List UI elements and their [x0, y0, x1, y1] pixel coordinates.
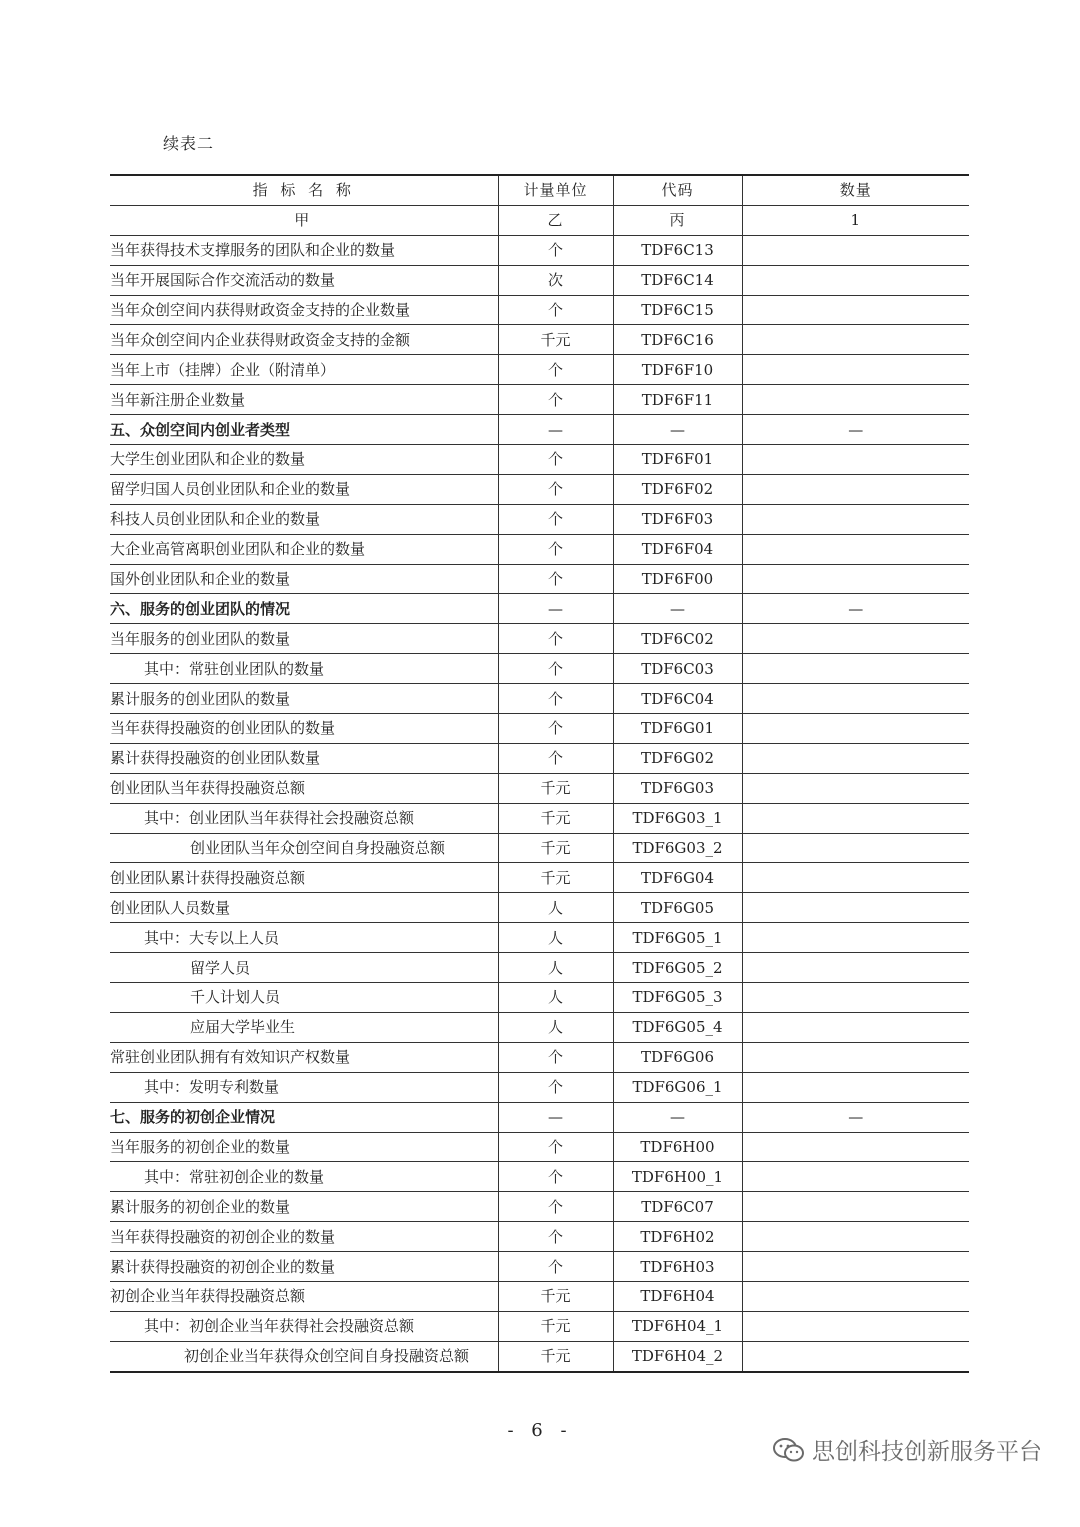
row-code: TDF6F04: [613, 534, 742, 564]
row-qty: [742, 1162, 969, 1192]
table-row: [110, 534, 969, 564]
row-code: TDF6H04: [613, 1281, 742, 1311]
row-name: 其中：发明专利数量: [110, 1072, 498, 1102]
row-name: 当年获得投融资的初创企业的数量: [110, 1222, 498, 1252]
row-code: TDF6C02: [613, 624, 742, 654]
table-row: [110, 1252, 969, 1282]
row-unit: 次: [498, 265, 613, 295]
row-code: TDF6G06: [613, 1042, 742, 1072]
row-unit: 个: [498, 295, 613, 325]
row-qty: [742, 474, 969, 504]
row-unit: 个: [498, 445, 613, 475]
subheader-code: 丙: [613, 205, 742, 235]
table-row: [110, 355, 969, 385]
row-code: TDF6F00: [613, 564, 742, 594]
table-row: [110, 1341, 969, 1371]
table-row: [110, 773, 969, 803]
row-name: 当年服务的创业团队的数量: [110, 624, 498, 654]
row-name: 当年服务的初创企业的数量: [110, 1132, 498, 1162]
table-row: [110, 325, 969, 355]
row-qty: [742, 1192, 969, 1222]
row-qty: [742, 893, 969, 923]
row-code: TDF6C04: [613, 684, 742, 714]
row-unit: —: [498, 594, 613, 624]
section-row: [110, 1102, 969, 1132]
row-unit: 个: [498, 564, 613, 594]
row-code: TDF6H00_1: [613, 1162, 742, 1192]
row-name: 五、众创空间内创业者类型: [110, 415, 498, 445]
row-unit: 个: [498, 1162, 613, 1192]
row-qty: [742, 385, 969, 415]
row-name: 初创企业当年获得投融资总额: [110, 1281, 498, 1311]
row-unit: 个: [498, 714, 613, 744]
table-row: [110, 654, 969, 684]
row-name: 当年开展国际合作交流活动的数量: [110, 265, 498, 295]
table-caption: 续表二: [163, 134, 215, 153]
row-name: 常驻创业团队拥有有效知识产权数量: [110, 1042, 498, 1072]
row-qty: [742, 564, 969, 594]
row-unit: 千元: [498, 833, 613, 863]
row-name: 国外创业团队和企业的数量: [110, 564, 498, 594]
row-code: TDF6H00: [613, 1132, 742, 1162]
row-name: 其中：初创企业当年获得社会投融资总额: [110, 1311, 498, 1341]
row-name: 其中：常驻创业团队的数量: [110, 654, 498, 684]
row-unit: 千元: [498, 773, 613, 803]
row-qty: [742, 833, 969, 863]
row-code: TDF6C03: [613, 654, 742, 684]
row-name: 当年新注册企业数量: [110, 385, 498, 415]
row-code: TDF6F03: [613, 504, 742, 534]
row-code: TDF6G03: [613, 773, 742, 803]
table-row: [110, 803, 969, 833]
row-qty: [742, 743, 969, 773]
row-qty: [742, 624, 969, 654]
row-qty: [742, 1012, 969, 1042]
row-name: 累计获得投融资的初创企业的数量: [110, 1252, 498, 1282]
table-row: [110, 1311, 969, 1341]
row-unit: 个: [498, 534, 613, 564]
row-unit: 人: [498, 1012, 613, 1042]
row-code: TDF6F01: [613, 445, 742, 475]
row-unit: 个: [498, 1042, 613, 1072]
row-qty: —: [742, 594, 969, 624]
row-code: TDF6C15: [613, 295, 742, 325]
subheader-name: 甲: [110, 205, 498, 235]
row-qty: [742, 953, 969, 983]
row-name: 六、服务的创业团队的情况: [110, 594, 498, 624]
row-unit: 个: [498, 474, 613, 504]
row-unit: 个: [498, 624, 613, 654]
row-qty: [742, 295, 969, 325]
row-unit: 个: [498, 743, 613, 773]
page-number: - 6 -: [507, 1420, 573, 1441]
row-qty: [742, 355, 969, 385]
row-code: TDF6F10: [613, 355, 742, 385]
row-code: TDF6G05_4: [613, 1012, 742, 1042]
section-row: [110, 594, 969, 624]
row-unit: 千元: [498, 803, 613, 833]
table-header-row: [110, 175, 969, 205]
watermark-text: 思创科技创新服务平台: [812, 1439, 1042, 1465]
row-qty: [742, 1252, 969, 1282]
table-row: [110, 923, 969, 953]
row-code: TDF6G05_1: [613, 923, 742, 953]
row-qty: [742, 863, 969, 893]
table-row: [110, 684, 969, 714]
row-qty: [742, 923, 969, 953]
row-code: TDF6C14: [613, 265, 742, 295]
row-unit: 个: [498, 355, 613, 385]
row-unit: 个: [498, 385, 613, 415]
table-row: [110, 714, 969, 744]
row-qty: [742, 1132, 969, 1162]
row-unit: 千元: [498, 1281, 613, 1311]
row-name: 其中：创业团队当年获得社会投融资总额: [110, 803, 498, 833]
table-row: [110, 833, 969, 863]
row-qty: [742, 803, 969, 833]
row-qty: [742, 654, 969, 684]
row-unit: 人: [498, 983, 613, 1013]
row-name: 应届大学毕业生: [110, 1012, 498, 1042]
row-code: —: [613, 1102, 742, 1132]
row-qty: [742, 1072, 969, 1102]
row-code: —: [613, 415, 742, 445]
table-row: [110, 1192, 969, 1222]
row-code: TDF6C13: [613, 235, 742, 265]
row-qty: [742, 265, 969, 295]
table-row: [110, 743, 969, 773]
table-row: [110, 1281, 969, 1311]
row-name: 千人计划人员: [110, 983, 498, 1013]
row-code: TDF6G05_2: [613, 953, 742, 983]
table-row: [110, 385, 969, 415]
table-row: [110, 504, 969, 534]
header-unit: 计量单位: [498, 175, 613, 205]
row-unit: 个: [498, 1192, 613, 1222]
table-row: [110, 295, 969, 325]
table-row: [110, 1042, 969, 1072]
row-unit: —: [498, 415, 613, 445]
row-code: TDF6C07: [613, 1192, 742, 1222]
row-code: TDF6G06_1: [613, 1072, 742, 1102]
row-name: 创业团队当年众创空间自身投融资总额: [110, 833, 498, 863]
row-qty: [742, 1042, 969, 1072]
table-row: [110, 983, 969, 1013]
row-code: TDF6G01: [613, 714, 742, 744]
row-unit: 千元: [498, 325, 613, 355]
row-unit: 个: [498, 504, 613, 534]
row-qty: —: [742, 415, 969, 445]
table-row: [110, 445, 969, 475]
table-row: [110, 1072, 969, 1102]
row-qty: [742, 534, 969, 564]
row-qty: [742, 684, 969, 714]
header-name: 指 标 名 称: [110, 175, 498, 205]
table-row: [110, 624, 969, 654]
subheader-unit: 乙: [498, 205, 613, 235]
row-name: 其中：大专以上人员: [110, 923, 498, 953]
row-qty: [742, 235, 969, 265]
row-code: TDF6F02: [613, 474, 742, 504]
row-code: TDF6G03_1: [613, 803, 742, 833]
row-name: 创业团队人员数量: [110, 893, 498, 923]
row-qty: [742, 504, 969, 534]
row-name: 当年众创空间内获得财政资金支持的企业数量: [110, 295, 498, 325]
row-code: TDF6H02: [613, 1222, 742, 1252]
row-qty: [742, 445, 969, 475]
table-row: [110, 474, 969, 504]
row-name: 当年获得投融资的创业团队的数量: [110, 714, 498, 744]
row-unit: 个: [498, 1072, 613, 1102]
table-row: [110, 893, 969, 923]
wechat-icon: [772, 1437, 806, 1463]
table-row: [110, 235, 969, 265]
table-row: [110, 1162, 969, 1192]
row-qty: [742, 325, 969, 355]
table-row: [110, 1222, 969, 1252]
row-unit: 个: [498, 1132, 613, 1162]
table-row: [110, 564, 969, 594]
row-name: 当年获得技术支撑服务的团队和企业的数量: [110, 235, 498, 265]
row-name: 大学生创业团队和企业的数量: [110, 445, 498, 475]
row-code: TDF6G02: [613, 743, 742, 773]
row-code: TDF6F11: [613, 385, 742, 415]
row-name: 大企业高管离职创业团队和企业的数量: [110, 534, 498, 564]
row-code: TDF6G04: [613, 863, 742, 893]
row-code: —: [613, 594, 742, 624]
section-row: [110, 415, 969, 445]
indicator-table: [110, 174, 969, 1373]
row-qty: [742, 1341, 969, 1371]
row-unit: 个: [498, 654, 613, 684]
row-qty: [742, 1311, 969, 1341]
table-row: [110, 953, 969, 983]
row-name: 其中：常驻初创企业的数量: [110, 1162, 498, 1192]
table-row: [110, 1132, 969, 1162]
row-unit: 千元: [498, 863, 613, 893]
row-code: TDF6G05: [613, 893, 742, 923]
row-unit: 人: [498, 953, 613, 983]
row-name: 初创企业当年获得众创空间自身投融资总额: [110, 1341, 498, 1371]
header-code: 代码: [613, 175, 742, 205]
watermark: [772, 1433, 1042, 1466]
row-name: 累计服务的初创企业的数量: [110, 1192, 498, 1222]
row-code: TDF6H04_1: [613, 1311, 742, 1341]
row-name: 当年众创空间内企业获得财政资金支持的金额: [110, 325, 498, 355]
row-unit: 千元: [498, 1341, 613, 1371]
table-row: [110, 863, 969, 893]
row-code: TDF6C16: [613, 325, 742, 355]
row-name: 当年上市（挂牌）企业（附清单）: [110, 355, 498, 385]
row-unit: 个: [498, 1252, 613, 1282]
row-qty: [742, 1222, 969, 1252]
row-unit: 个: [498, 1222, 613, 1252]
row-unit: 个: [498, 684, 613, 714]
row-unit: 人: [498, 923, 613, 953]
row-qty: [742, 773, 969, 803]
row-name: 科技人员创业团队和企业的数量: [110, 504, 498, 534]
subheader-qty: 1: [742, 205, 969, 235]
header-qty: 数量: [742, 175, 969, 205]
row-qty: [742, 983, 969, 1013]
table-subheader-row: [110, 205, 969, 235]
row-name: 累计获得投融资的创业团队数量: [110, 743, 498, 773]
row-qty: [742, 1281, 969, 1311]
row-qty: —: [742, 1102, 969, 1132]
row-unit: 人: [498, 893, 613, 923]
row-name: 创业团队当年获得投融资总额: [110, 773, 498, 803]
table-row: [110, 265, 969, 295]
row-unit: 千元: [498, 1311, 613, 1341]
row-unit: 个: [498, 235, 613, 265]
row-code: TDF6H04_2: [613, 1341, 742, 1371]
row-name: 留学归国人员创业团队和企业的数量: [110, 474, 498, 504]
row-qty: [742, 714, 969, 744]
table-row: [110, 1012, 969, 1042]
row-name: 七、服务的初创企业情况: [110, 1102, 498, 1132]
row-name: 累计服务的创业团队的数量: [110, 684, 498, 714]
row-name: 创业团队累计获得投融资总额: [110, 863, 498, 893]
row-code: TDF6G05_3: [613, 983, 742, 1013]
row-name: 留学人员: [110, 953, 498, 983]
row-code: TDF6G03_2: [613, 833, 742, 863]
row-unit: —: [498, 1102, 613, 1132]
row-code: TDF6H03: [613, 1252, 742, 1282]
